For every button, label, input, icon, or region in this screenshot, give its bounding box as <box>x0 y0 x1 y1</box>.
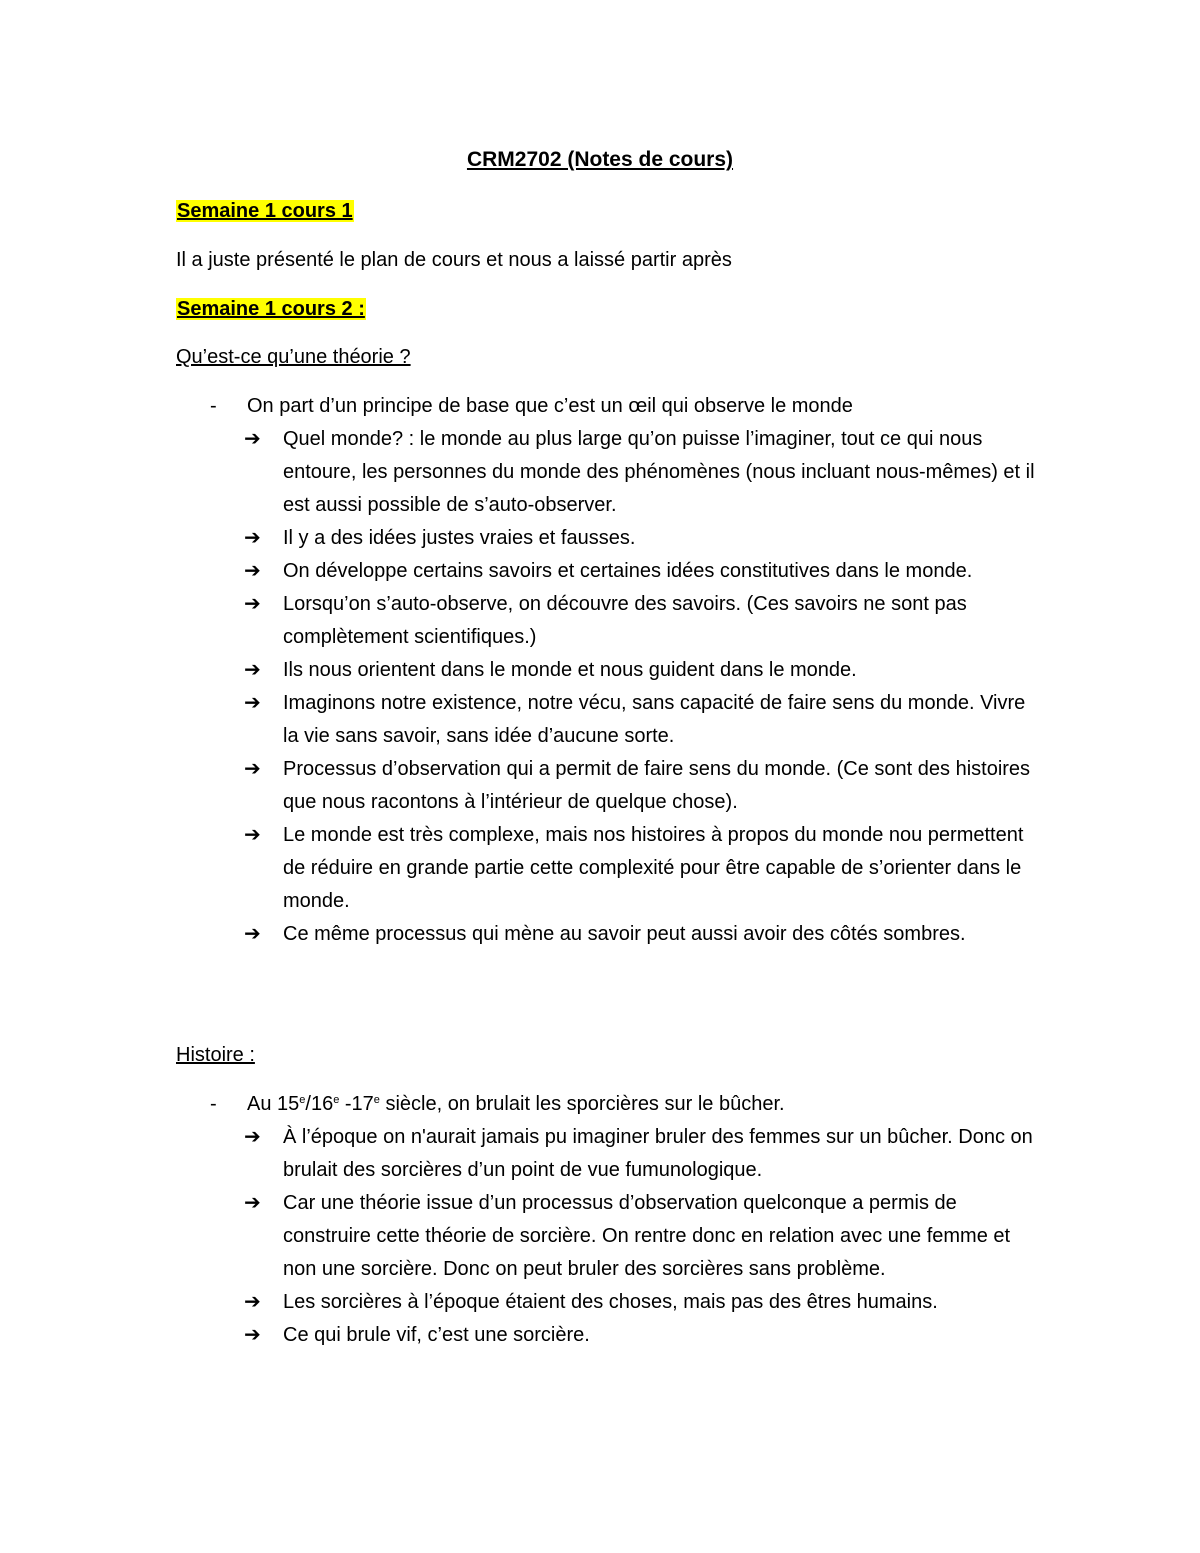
arrow-list-item <box>244 687 1044 753</box>
arrow-item-text: Les sorcières à l’époque étaient des choses, mais pas des êtres humains. <box>283 1291 938 1313</box>
dash-bullet: - <box>210 1093 217 1115</box>
arrow-list-item <box>244 654 1044 687</box>
arrow-right-icon: ➔ <box>244 560 261 582</box>
arrow-list-item <box>244 1121 1044 1187</box>
text-part: /16 <box>305 1093 334 1115</box>
arrow-right-icon: ➔ <box>244 923 261 945</box>
section1-paragraph: Il a juste présenté le plan de cours et nous a laissé partir après <box>176 249 732 271</box>
arrow-item-text: Ce même processus qui mène au savoir peut aussi avoir des côtés sombres. <box>283 923 966 945</box>
section-heading-week1-lecture1 <box>176 198 354 224</box>
arrow-item-text: Le monde est très complexe, mais nos histoires à propos du monde nou permettent de réduire en grande partie cette complexité pour être capable de s’orienter dans le monde. <box>283 824 1024 912</box>
arrow-item-text: Processus d’observation qui a permit de faire sens du monde. (Ce sont des histoires que nous racontons à l’intérieur de quelque chose). <box>283 758 1031 813</box>
arrow-list-item <box>244 522 1044 555</box>
superscript-text: e <box>333 1094 340 1106</box>
arrow-list-item <box>244 918 1044 951</box>
highlighted-heading-text: Semaine 1 cours 2 : <box>177 298 365 320</box>
arrow-item-text: Imaginons notre existence, notre vécu, sans capacité de faire sens du monde. Vivre la vie sans savoir, sans idée d’aucune sorte. <box>283 692 1026 747</box>
document-title: CRM2702 (Notes de cours) <box>466 148 734 171</box>
superscript-text: e <box>373 1094 380 1106</box>
arrow-list-item <box>244 588 1044 654</box>
arrow-item-text: Ce qui brule vif, c’est une sorcière. <box>283 1324 590 1346</box>
arrow-right-icon: ➔ <box>244 428 261 450</box>
arrow-right-icon: ➔ <box>244 1126 261 1148</box>
text-part: -17 <box>339 1093 374 1115</box>
arrow-right-icon: ➔ <box>244 824 261 846</box>
dash-bullet: - <box>210 395 217 417</box>
arrow-list-item <box>244 555 1044 588</box>
arrow-list-item <box>244 1286 1044 1319</box>
text-part: siècle, on brulait les sporcières sur le bûcher. <box>379 1093 785 1115</box>
arrow-list-item <box>244 753 1044 819</box>
arrow-right-icon: ➔ <box>244 758 261 780</box>
section-heading-week1-lecture2 <box>176 296 366 322</box>
arrow-right-icon: ➔ <box>244 692 261 714</box>
text-part: Au 15 <box>247 1093 300 1115</box>
subheading-history: Histoire : <box>176 1044 255 1066</box>
arrow-item-text: Quel monde? : le monde au plus large qu’on puisse l’imaginer, tout ce qui nous entoure, les personnes du monde des phénomènes (nous incluant nous-mêmes) et il est aussi possible de s’auto-observer. <box>283 428 1035 516</box>
arrow-right-icon: ➔ <box>244 593 261 615</box>
dash-item-text: On part d’un principe de base que c’est un œil qui observe le monde <box>247 395 853 417</box>
arrow-item-text: Lorsqu’on s’auto-observe, on découvre des savoirs. (Ces savoirs ne sont pas complètement scientifiques.) <box>283 593 967 648</box>
arrow-right-icon: ➔ <box>244 1324 261 1346</box>
arrow-item-text: Ils nous orientent dans le monde et nous guident dans le monde. <box>283 659 857 681</box>
arrow-list-item <box>244 1187 1044 1286</box>
arrow-list-item <box>244 819 1044 918</box>
arrow-right-icon: ➔ <box>244 659 261 681</box>
arrow-item-text: Car une théorie issue d’un processus d’observation quelconque a permis de construire cette théorie de sorcière. On rentre donc en relation avec une femme et non une sorcière. Donc on peut bruler des sorcières sans problème. <box>283 1192 1011 1280</box>
subheading-what-is-theory: Qu’est-ce qu’une théorie ? <box>176 346 411 368</box>
arrow-list-item <box>244 1319 1044 1352</box>
arrow-right-icon: ➔ <box>244 527 261 549</box>
arrow-right-icon: ➔ <box>244 1192 261 1214</box>
arrow-list-item <box>244 423 1044 522</box>
arrow-item-text: Il y a des idées justes vraies et fausses. <box>283 527 636 549</box>
dash-item-text <box>247 1091 785 1117</box>
arrow-list-history <box>244 1121 1044 1352</box>
arrow-list-theory <box>244 423 1044 951</box>
arrow-right-icon: ➔ <box>244 1291 261 1313</box>
highlighted-heading-text: Semaine 1 cours 1 <box>177 200 353 222</box>
arrow-item-text: On développe certains savoirs et certaines idées constitutives dans le monde. <box>283 560 973 582</box>
superscript-text: e <box>299 1094 306 1106</box>
arrow-item-text: À l’époque on n'aurait jamais pu imaginer bruler des femmes sur un bûcher. Donc on brulait des sorcières d’un point de vue fumunologique. <box>283 1126 1033 1181</box>
